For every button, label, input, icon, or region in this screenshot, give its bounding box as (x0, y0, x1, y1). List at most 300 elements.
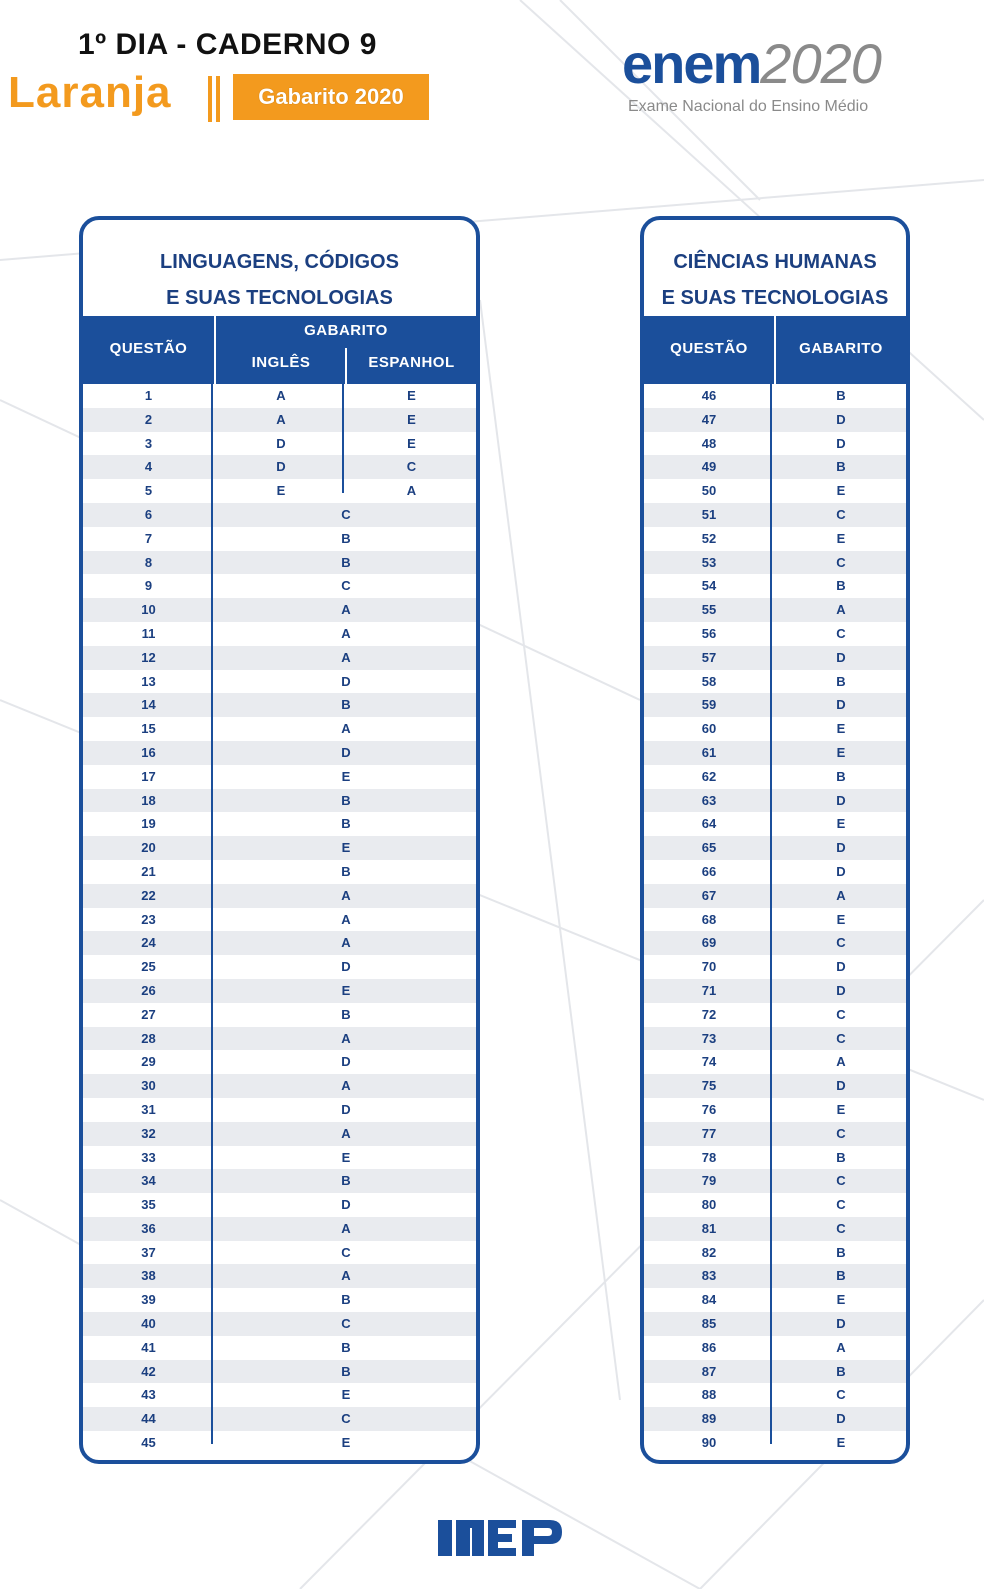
answer: B (836, 673, 846, 689)
header-questao: QUESTÃO (670, 340, 748, 357)
answer: D (836, 1316, 846, 1332)
answer: A (341, 602, 351, 618)
answer: C (836, 625, 846, 641)
question-number: 41 (141, 1339, 156, 1355)
question-number: 71 (701, 982, 717, 998)
question-number: 12 (141, 649, 156, 665)
question-number: 72 (701, 1006, 717, 1022)
table-row (83, 765, 476, 789)
table-row (83, 812, 476, 836)
question-number: 35 (141, 1197, 156, 1213)
table-row (83, 884, 476, 908)
question-number: 74 (701, 1054, 717, 1070)
panel-linguagens (79, 216, 480, 1464)
answer: D (341, 1101, 351, 1117)
question-number: 7 (144, 530, 153, 546)
answer: A (341, 625, 351, 641)
question-number: 42 (141, 1363, 156, 1379)
language-column-divider (342, 380, 344, 493)
answer: C (341, 1316, 351, 1332)
table-row (83, 598, 476, 622)
table-row (83, 1288, 476, 1312)
question-number: 27 (141, 1006, 156, 1022)
question-number: 77 (701, 1125, 717, 1141)
table-row (644, 1264, 906, 1288)
question-number: 44 (141, 1411, 156, 1427)
table-row (644, 574, 906, 598)
table-row (83, 1098, 476, 1122)
header-gabarito: GABARITO (799, 340, 883, 357)
table-row (644, 1217, 906, 1241)
question-number: 3 (144, 435, 153, 451)
table-row (644, 1383, 906, 1407)
answer: A (836, 602, 846, 618)
table-row (644, 955, 906, 979)
table-row (644, 1050, 906, 1074)
question-number: 48 (701, 435, 717, 451)
table-row (83, 741, 476, 765)
table-row (83, 836, 476, 860)
answer: D (836, 411, 846, 427)
table-row (644, 1312, 906, 1336)
question-number: 66 (701, 863, 717, 879)
answer: D (836, 697, 846, 713)
answer: C (836, 1006, 846, 1022)
table-row (83, 1169, 476, 1193)
answer: A (341, 911, 351, 927)
question-number: 87 (701, 1363, 717, 1379)
question-number: 76 (701, 1101, 717, 1117)
answer: D (341, 1054, 351, 1070)
answer: D (836, 1078, 846, 1094)
answer: E (836, 1435, 846, 1451)
question-number: 59 (701, 697, 717, 713)
table-row (644, 765, 906, 789)
answer-espanhol: E (407, 435, 416, 451)
question-number: 81 (701, 1220, 717, 1236)
header-ingles: INGLÊS (251, 354, 311, 371)
answer: C (836, 554, 846, 570)
question-number: 51 (701, 506, 717, 522)
question-number: 20 (141, 840, 156, 856)
answer: D (836, 435, 846, 451)
answer: B (341, 530, 351, 546)
question-number: 49 (701, 459, 717, 475)
answer: D (341, 959, 351, 975)
question-number: 32 (141, 1125, 156, 1141)
table-row (83, 860, 476, 884)
panel-title (83, 220, 476, 316)
table-row (644, 551, 906, 575)
table-row (83, 622, 476, 646)
answer: B (836, 1149, 846, 1165)
gabarito-badge: Gabarito 2020 (233, 74, 429, 120)
answer: E (836, 744, 846, 760)
logo-brand: enem (622, 32, 761, 95)
table-row (644, 741, 906, 765)
table-row (83, 1027, 476, 1051)
answer: D (341, 673, 351, 689)
question-number: 6 (144, 506, 153, 522)
question-number: 75 (701, 1078, 717, 1094)
question-number: 68 (701, 911, 717, 927)
color-label: Laranja (8, 68, 172, 117)
table-row (83, 1264, 476, 1288)
question-number: 43 (141, 1387, 156, 1403)
answer: A (341, 1125, 351, 1141)
question-number: 19 (141, 816, 156, 832)
answer: B (341, 863, 351, 879)
question-number: 62 (701, 768, 717, 784)
answer: A (341, 1030, 351, 1046)
table-row (83, 1122, 476, 1146)
answer: A (341, 1268, 351, 1284)
answer: A (836, 887, 846, 903)
answer: C (836, 935, 846, 951)
answer: D (836, 863, 846, 879)
column-divider (770, 380, 772, 1444)
answer: C (836, 1197, 846, 1213)
question-number: 14 (141, 697, 156, 713)
answer: E (341, 1149, 351, 1165)
question-number: 64 (701, 816, 717, 832)
question-number: 65 (701, 840, 717, 856)
table-row (644, 1336, 906, 1360)
header-gabarito: GABARITO (304, 322, 388, 339)
table-row (83, 646, 476, 670)
question-number: 8 (144, 554, 153, 570)
answer-ingles: A (276, 388, 286, 403)
table-row (644, 1360, 906, 1384)
separator-bars (208, 76, 224, 122)
question-number: 69 (701, 935, 717, 951)
table-row (644, 717, 906, 741)
answer-espanhol: E (407, 388, 416, 403)
table-row (644, 1288, 906, 1312)
table-row (644, 432, 906, 456)
table-row (83, 1146, 476, 1170)
table-row (83, 1383, 476, 1407)
answer: E (836, 1292, 846, 1308)
answer: C (341, 1244, 351, 1260)
table-row (644, 598, 906, 622)
answer: D (341, 1197, 351, 1213)
question-number: 11 (141, 625, 156, 641)
answer: B (341, 1292, 351, 1308)
table-row (83, 1407, 476, 1431)
table-header (83, 316, 476, 384)
answer: D (836, 649, 846, 665)
answer: A (836, 1054, 846, 1070)
answer: B (341, 1363, 351, 1379)
answer: C (341, 1411, 351, 1427)
table-row (83, 1431, 476, 1455)
question-number: 90 (701, 1435, 717, 1451)
table-row (83, 432, 476, 456)
answer: B (836, 768, 846, 784)
answer: A (341, 1078, 351, 1094)
answer: A (341, 1220, 351, 1236)
question-number: 24 (141, 935, 156, 951)
question-number: 67 (701, 887, 717, 903)
table-row (83, 551, 476, 575)
question-number: 45 (141, 1435, 156, 1451)
question-number: 26 (141, 982, 156, 998)
question-number: 82 (701, 1244, 717, 1260)
question-number: 50 (701, 483, 717, 499)
table-row (83, 1050, 476, 1074)
answer: C (836, 1220, 846, 1236)
answer: E (836, 816, 846, 832)
answer: D (341, 744, 351, 760)
table-row (644, 979, 906, 1003)
answer: C (836, 1173, 846, 1189)
answer-espanhol: A (406, 483, 417, 499)
answer: E (836, 911, 846, 927)
question-number: 23 (141, 911, 156, 927)
question-number: 13 (141, 673, 156, 689)
logo-subtitle: Exame Nacional do Ensino Médio (628, 98, 869, 115)
answer: C (836, 1030, 846, 1046)
table-row (83, 384, 476, 408)
question-number: 1 (144, 388, 153, 403)
question-number: 89 (701, 1411, 717, 1427)
answer-ingles: E (276, 483, 286, 499)
table-row (83, 1241, 476, 1265)
question-number: 9 (144, 578, 153, 594)
question-number: 2 (144, 411, 153, 427)
answer: D (836, 959, 846, 975)
answer-ingles: A (276, 411, 286, 427)
answer: C (836, 1387, 846, 1403)
question-number: 61 (701, 744, 717, 760)
table-header (644, 316, 906, 384)
answer: B (836, 1363, 846, 1379)
table-row (83, 1003, 476, 1027)
answer: B (341, 1339, 351, 1355)
answer: B (341, 792, 351, 808)
question-number: 54 (701, 578, 717, 594)
table-row (83, 789, 476, 813)
table-row (644, 693, 906, 717)
table-row (83, 955, 476, 979)
logo-wordmark (622, 32, 881, 95)
answer: E (341, 1387, 351, 1403)
answer: A (341, 935, 351, 951)
table-row (644, 1003, 906, 1027)
table-row (644, 527, 906, 551)
answer: A (341, 649, 351, 665)
table-row (83, 1336, 476, 1360)
answer: E (341, 982, 351, 998)
table-row (644, 408, 906, 432)
answer-espanhol: E (407, 411, 416, 427)
answer: B (341, 1006, 351, 1022)
inep-logo (438, 1516, 564, 1560)
answer-ingles: D (276, 459, 286, 475)
table-row (83, 455, 476, 479)
question-number: 22 (141, 887, 156, 903)
question-number: 4 (144, 459, 153, 475)
table-row (644, 1027, 906, 1051)
header-espanhol: ESPANHOL (368, 354, 455, 371)
question-number: 36 (141, 1220, 156, 1236)
table-row (644, 931, 906, 955)
answer: E (341, 840, 351, 856)
table-row (83, 693, 476, 717)
answer: C (836, 506, 846, 522)
table-row (83, 1312, 476, 1336)
answer: B (341, 554, 351, 570)
question-number: 21 (141, 863, 156, 879)
table-row (83, 931, 476, 955)
question-number: 31 (141, 1101, 156, 1117)
question-number: 33 (141, 1149, 156, 1165)
table-row (644, 670, 906, 694)
day-label: 1º DIA - CADERNO 9 (78, 28, 377, 61)
table-row (83, 1217, 476, 1241)
answer: E (836, 530, 846, 546)
panel-title-line2: E SUAS TECNOLOGIAS (661, 287, 889, 309)
table-body (644, 384, 906, 1455)
table-row (644, 1122, 906, 1146)
question-number: 55 (701, 602, 717, 618)
table-row (644, 646, 906, 670)
answer: E (341, 1435, 351, 1451)
question-number: 80 (701, 1197, 717, 1213)
panel-ciencias-humanas (640, 216, 910, 1464)
answer: C (836, 1125, 846, 1141)
question-number: 52 (701, 530, 717, 546)
table-row (644, 1146, 906, 1170)
question-number: 78 (701, 1149, 717, 1165)
table-row (83, 717, 476, 741)
question-number: 88 (701, 1387, 717, 1403)
answer: E (836, 721, 846, 737)
table-row (644, 1169, 906, 1193)
table-row (644, 384, 906, 408)
table-row (644, 836, 906, 860)
question-number: 34 (141, 1173, 156, 1189)
table-row (83, 527, 476, 551)
table-row (644, 812, 906, 836)
panel-title-line2: E SUAS TECNOLOGIAS (166, 287, 393, 309)
table-row (83, 408, 476, 432)
question-number: 29 (141, 1054, 156, 1070)
answer: E (836, 1101, 846, 1117)
answer: D (836, 792, 846, 808)
logo-year: 2020 (760, 32, 881, 95)
answer: D (836, 982, 846, 998)
answer: B (836, 459, 846, 475)
table-row (83, 979, 476, 1003)
answer: A (341, 887, 351, 903)
answer: B (341, 1173, 351, 1189)
answer-espanhol: C (406, 459, 417, 475)
question-number: 37 (141, 1244, 156, 1260)
table-row (644, 908, 906, 932)
table-row (644, 455, 906, 479)
answer: B (836, 578, 846, 594)
table-row (83, 1360, 476, 1384)
answer: C (341, 578, 351, 594)
enem-logo (622, 32, 922, 126)
question-number: 73 (701, 1030, 717, 1046)
answer: B (341, 816, 351, 832)
table-row (83, 503, 476, 527)
table-row (644, 503, 906, 527)
answer: D (836, 840, 846, 856)
table-row (644, 860, 906, 884)
question-number: 85 (701, 1316, 717, 1332)
table-row (83, 1074, 476, 1098)
header-questao: QUESTÃO (109, 340, 188, 357)
panel-title-line1: CIÊNCIAS HUMANAS (673, 251, 877, 273)
question-number: 60 (701, 721, 717, 737)
question-number: 70 (701, 959, 717, 975)
question-number: 10 (141, 602, 156, 618)
question-number: 63 (701, 792, 717, 808)
panel-title (644, 220, 906, 316)
question-number: 58 (701, 673, 717, 689)
answer: D (836, 1411, 846, 1427)
question-number: 28 (141, 1030, 156, 1046)
table-row (644, 1241, 906, 1265)
panel-title-line1: LINGUAGENS, CÓDIGOS (160, 251, 399, 273)
question-number: 15 (141, 721, 156, 737)
table-row (83, 479, 476, 503)
question-number: 5 (144, 483, 153, 499)
table-row (83, 908, 476, 932)
question-number: 53 (701, 554, 717, 570)
question-number: 47 (701, 411, 717, 427)
table-row (644, 622, 906, 646)
answer: E (836, 483, 846, 499)
question-number: 46 (701, 388, 717, 403)
table-row (644, 1193, 906, 1217)
question-number: 25 (141, 959, 156, 975)
question-number: 40 (141, 1316, 156, 1332)
answer: B (836, 388, 846, 403)
answer: C (341, 506, 351, 522)
answer: A (341, 721, 351, 737)
question-number: 57 (701, 649, 717, 665)
answer: E (341, 768, 351, 784)
answer: B (341, 697, 351, 713)
answer: B (836, 1268, 846, 1284)
table-row (644, 789, 906, 813)
answer: A (836, 1339, 846, 1355)
answer: B (836, 1244, 846, 1260)
table-row (83, 670, 476, 694)
table-row (644, 1431, 906, 1455)
question-number: 30 (141, 1078, 156, 1094)
table-row (83, 1193, 476, 1217)
table-row (644, 1074, 906, 1098)
question-number: 79 (701, 1173, 717, 1189)
question-number: 38 (141, 1268, 156, 1284)
table-row (83, 574, 476, 598)
answer-ingles: D (276, 435, 286, 451)
table-row (644, 1098, 906, 1122)
question-number: 18 (141, 792, 156, 808)
table-row (644, 884, 906, 908)
question-number: 84 (701, 1292, 717, 1308)
question-number: 56 (701, 625, 717, 641)
question-number: 39 (141, 1292, 156, 1308)
question-number: 16 (141, 744, 156, 760)
table-body (83, 384, 476, 1455)
